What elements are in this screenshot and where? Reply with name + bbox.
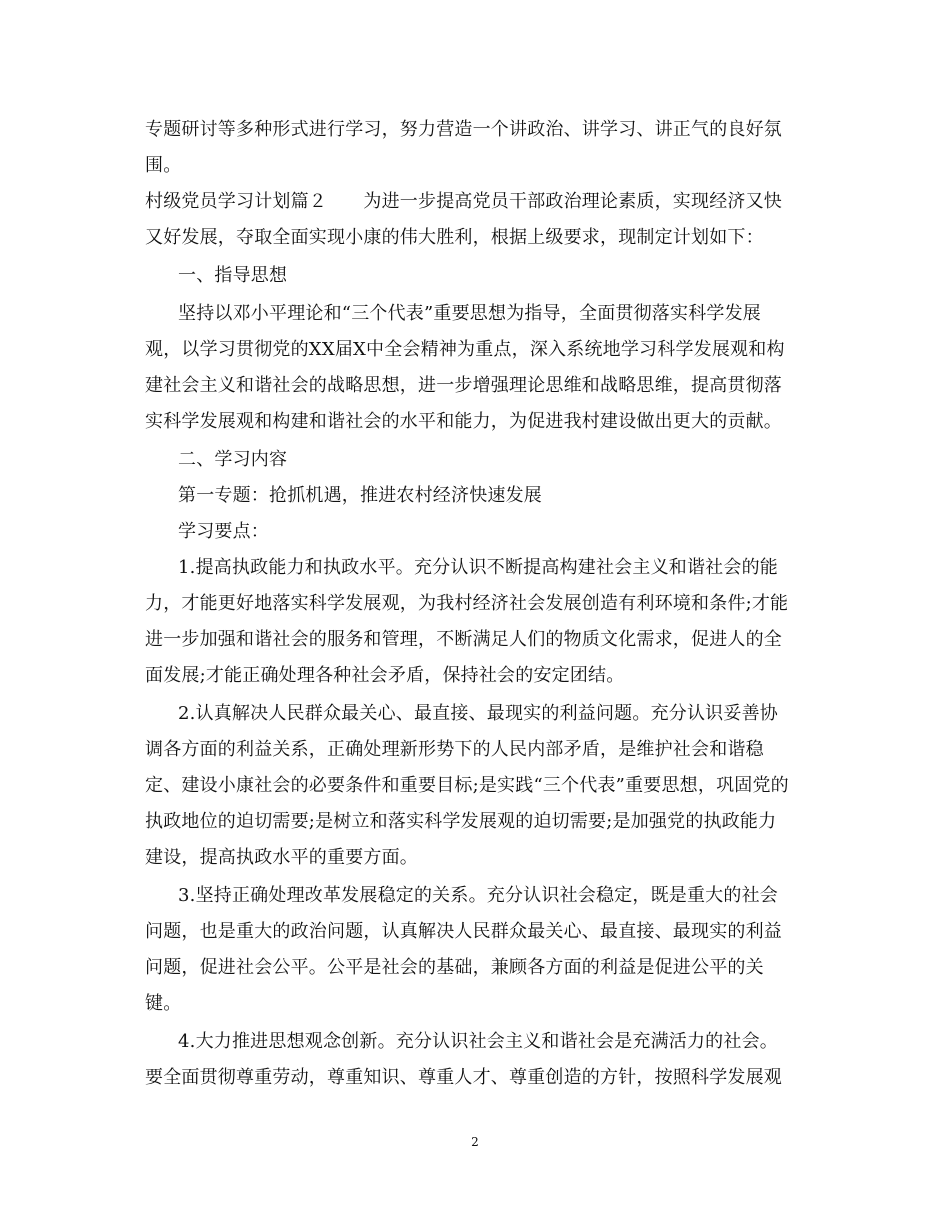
body-text-line: 进一步加强和谐社会的服务和管理，不断满足人们的物质文化需求，促进人的全 [145, 629, 782, 650]
topic-heading: 第一专题：抢抓机遇，推进农村经济快速发展 [178, 485, 542, 506]
body-text-line: 观，以学习贯彻党的XX届X中全会精神为重点，深入系统地学习科学发展观和构 [145, 339, 785, 360]
body-text-line: 坚持以邓小平理论和“三个代表”重要思想为指导，全面贯彻落实科学发展 [178, 303, 762, 324]
body-text-line: 专题研讨等多种形式进行学习，努力营造一个讲政治、讲学习、讲正气的良好氛 [145, 119, 782, 140]
body-text-line: 围。 [145, 155, 182, 176]
body-text-line: 建社会主义和谐社会的战略思想，进一步增强理论思维和战略思维，提高贯彻落 [145, 375, 782, 396]
page-number: 2 [471, 1135, 479, 1149]
subheading: 学习要点： [178, 521, 269, 542]
body-text-line: 实科学发展观和构建和谐社会的水平和能力，为促进我村建设做出更大的贡献。 [145, 411, 782, 432]
body-text-line: 建设，提高执政水平的重要方面。 [145, 847, 418, 868]
body-text-line: 4.大力推进思想观念创新。充分认识社会主义和谐社会是充满活力的社会。 [178, 1031, 778, 1052]
body-text-line: 问题，也是重大的政治问题，认真解决人民群众最关心、最直接、最现实的利益 [145, 921, 782, 942]
body-text-line: 面发展;才能正确处理各种社会矛盾，保持社会的安定团结。 [145, 665, 625, 686]
section-heading: 二、学习内容 [178, 449, 288, 470]
body-text-line: 2.认真解决人民群众最关心、最直接、最现实的利益问题。充分认识妥善协 [178, 703, 778, 724]
section-heading-line: 村级党员学习计划篇２ 为进一步提高党员干部政治理论素质，实现经济又快 [145, 191, 782, 212]
body-text-line: 1.提高执政能力和执政水平。充分认识不断提高构建社会主义和谐社会的能 [178, 557, 778, 578]
body-text-line: 3.坚持正确处理改革发展稳定的关系。充分认识社会稳定，既是重大的社会 [178, 885, 778, 906]
body-text-line: 要全面贯彻尊重劳动，尊重知识、尊重人才、尊重创造的方针，按照科学发展观 [145, 1067, 782, 1088]
body-text-line: 问题，促进社会公平。公平是社会的基础，兼顾各方面的利益是促进公平的关 [145, 957, 764, 978]
body-text-line: 又好发展，夺取全面实现小康的伟大胜利，根据上级要求，现制定计划如下： [145, 227, 764, 248]
body-text-line: 力，才能更好地落实科学发展观，为我村经济社会发展创造有利环境和条件;才能 [145, 593, 789, 614]
section-heading: 一、指导思想 [178, 265, 288, 286]
body-text-line: 定、建设小康社会的必要条件和重要目标;是实践“三个代表”重要思想，巩固党的 [145, 775, 789, 796]
body-text-line: 执政地位的迫切需要;是树立和落实科学发展观的迫切需要;是加强党的执政能力 [145, 811, 777, 832]
body-text-line: 键。 [145, 993, 182, 1014]
body-text-line: 调各方面的利益关系，正确处理新形势下的人民内部矛盾，是维护社会和谐稳 [145, 739, 764, 760]
